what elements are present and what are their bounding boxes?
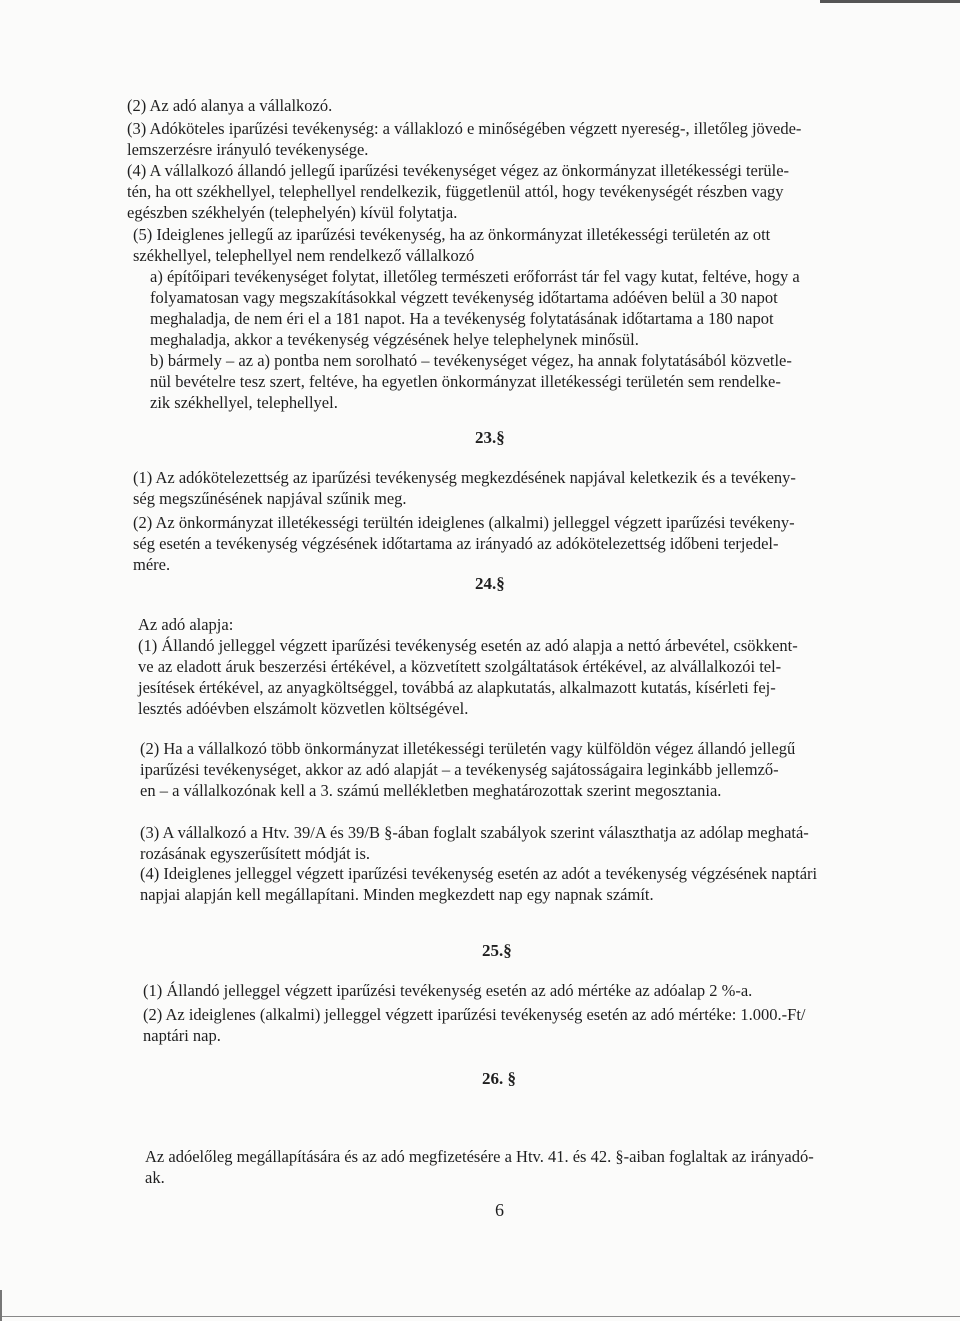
text-line: folyamatosan vagy megszakításokkal végzett tevékenység időtartama adóéven belül a 30 napot — [150, 288, 778, 307]
text-line: (4) Ideiglenes jelleggel végzett iparűzési tevékenység esetén az adót a tevékenység végzésének naptári — [140, 864, 818, 883]
paragraph-24-4 — [140, 863, 817, 905]
text-line: (2) Az önkormányzat illetékességi terültén ideiglenes (alkalmi) jelleggel végzett iparűzési tevékeny- — [133, 513, 795, 532]
text-line: napjai alapján kell megállapítani. Minden megkezdett nap egy napnak számít. — [140, 885, 654, 904]
text-line: (2) Az ideiglenes (alkalmi) jelleggel végzett iparűzési tevékenység esetén az adó mértéke: 1.000.-Ft/ — [143, 1005, 806, 1024]
text-line: meghaladja, de nem éri el a 181 napot. Ha a tevékenység folytatásának időtartama a 180 napot — [150, 309, 774, 328]
text-line: lemszerzésre irányuló tevékenysége. — [127, 140, 369, 159]
text-line: en – a vállalkozónak kell a 3. számú mellékletben meghatározottak szerint megosztania. — [140, 781, 722, 800]
text-line: (4) A vállalkozó állandó jellegű iparűzési tevékenységet végez az önkormányzat illetékességi terüle- — [127, 161, 790, 180]
text-line: b) bármely – az a) pontba nem sorolható – tevékenységet végez, ha annak folytatásából közvetle- — [150, 351, 792, 370]
page-number: 6 — [495, 1200, 504, 1220]
text-line: iparűzési tevékenységet, akkor az adó alapját – a tevékenység sajátosságaira leginkább jellemző- — [140, 760, 779, 779]
paragraph-26 — [145, 1146, 814, 1188]
text-line: zik székhellyel, telephellyel. — [150, 393, 338, 412]
text-line: rozásának egyszerűsített módját is. — [140, 844, 371, 863]
paragraph-22-5-b — [150, 350, 792, 413]
text-line: naptári nap. — [143, 1026, 221, 1045]
paragraph-22-3 — [127, 118, 801, 160]
paragraph-25-2 — [143, 1004, 806, 1046]
paragraph-22-5-a — [150, 266, 800, 350]
text-line: tén, ha ott székhellyel, telephellyel rendelkezik, függetlenül attól, hogy tevékenységét részben vagy — [127, 182, 784, 201]
paragraph-22-2 — [127, 95, 332, 116]
text-line: (1) Az adókötelezettség az iparűzési tevékenység megkezdésének napjával keletkezik és a tevékeny- — [133, 468, 796, 487]
section-heading-24: 24.§ — [475, 574, 505, 593]
text-line: egészben székhelyén (telephelyén) kívül folytatja. — [127, 203, 458, 222]
text-line: meghaladja, akkor a tevékenység végzésének helye telephelynek minősül. — [150, 330, 639, 349]
text-line: (2) Ha a vállalkozó több önkormányzat illetékességi területén vagy külföldön végez állandó jellegű — [140, 739, 796, 758]
text-line: székhellyel, telephellyel nem rendelkező vállalkozó — [133, 246, 475, 265]
section-heading-25: 25.§ — [482, 941, 512, 960]
text-line: Az adóelőleg megállapítására és az adó megfizetésére a Htv. 41. és 42. §-aiban foglaltak az irányadó- — [145, 1147, 814, 1166]
text-line: (1) Állandó jelleggel végzett iparűzési tevékenység esetén az adó mértéke az adóalap 2 %-a. — [143, 981, 753, 1000]
section-heading-23: 23.§ — [475, 428, 505, 447]
text-line: ség esetén a tevékenység végzésének időtartama az irányadó az adókötelezettség időbeni terjedel- — [133, 534, 779, 553]
paragraph-24-intro — [138, 614, 233, 635]
text-line: (3) Adóköteles iparűzési tevékenység: a vállaklozó e minőségében végzett nyereség-, illetőleg jövede- — [127, 119, 802, 138]
scan-edge-mark — [0, 1290, 2, 1321]
text-line: ség megszűnésének napjával szűnik meg. — [133, 489, 407, 508]
scan-edge-mark — [820, 0, 960, 3]
text-line: (2) Az adó alanya a vállalkozó. — [127, 96, 333, 115]
paragraph-24-2 — [140, 738, 795, 801]
text-line: ak. — [145, 1168, 165, 1187]
text-line: Az adó alapja: — [138, 615, 234, 634]
section-heading-26: 26. § — [482, 1069, 516, 1088]
paragraph-24-3 — [140, 822, 809, 864]
text-line: a) építőipari tevékenységet folytat, illetőleg természeti erőforrást tár fel vagy kutat, feltéve, hogy a — [150, 267, 800, 286]
text-line: jesítések értékével, az anyagköltséggel, továbbá az alapkutatás, alkalmazott kutatás, kísérleti fej- — [138, 678, 776, 697]
text-line: lesztés adóévben elszámolt közvetlen költségével. — [138, 699, 469, 718]
paragraph-24-1 — [138, 635, 798, 719]
paragraph-23-2 — [133, 512, 795, 575]
paragraph-22-4 — [127, 160, 789, 223]
paragraph-22-5 — [133, 224, 770, 266]
scan-edge-line — [0, 1316, 960, 1317]
text-line: (1) Állandó jelleggel végzett iparűzési tevékenység esetén az adó alapja a nettó árbevétel, csökkent- — [138, 636, 798, 655]
text-line: nül bevételre tesz szert, feltéve, ha egyetlen önkormányzat illetékességi területén sem rendelke- — [150, 372, 781, 391]
text-line: (5) Ideiglenes jellegű az iparűzési tevékenység, ha az önkormányzat illetékességi területén az ott — [133, 225, 771, 244]
paragraph-25-1 — [143, 980, 752, 1001]
paragraph-23-1 — [133, 467, 796, 509]
text-line: ve az eladott áruk beszerzési értékével, a közvetített szolgáltatások értékével, az alvállalkozói tel- — [138, 657, 782, 676]
text-line: mére. — [133, 555, 171, 574]
text-line: (3) A vállalkozó a Htv. 39/A és 39/B §-ában foglalt szabályok szerint választhatja az adólap meghatá- — [140, 823, 809, 842]
